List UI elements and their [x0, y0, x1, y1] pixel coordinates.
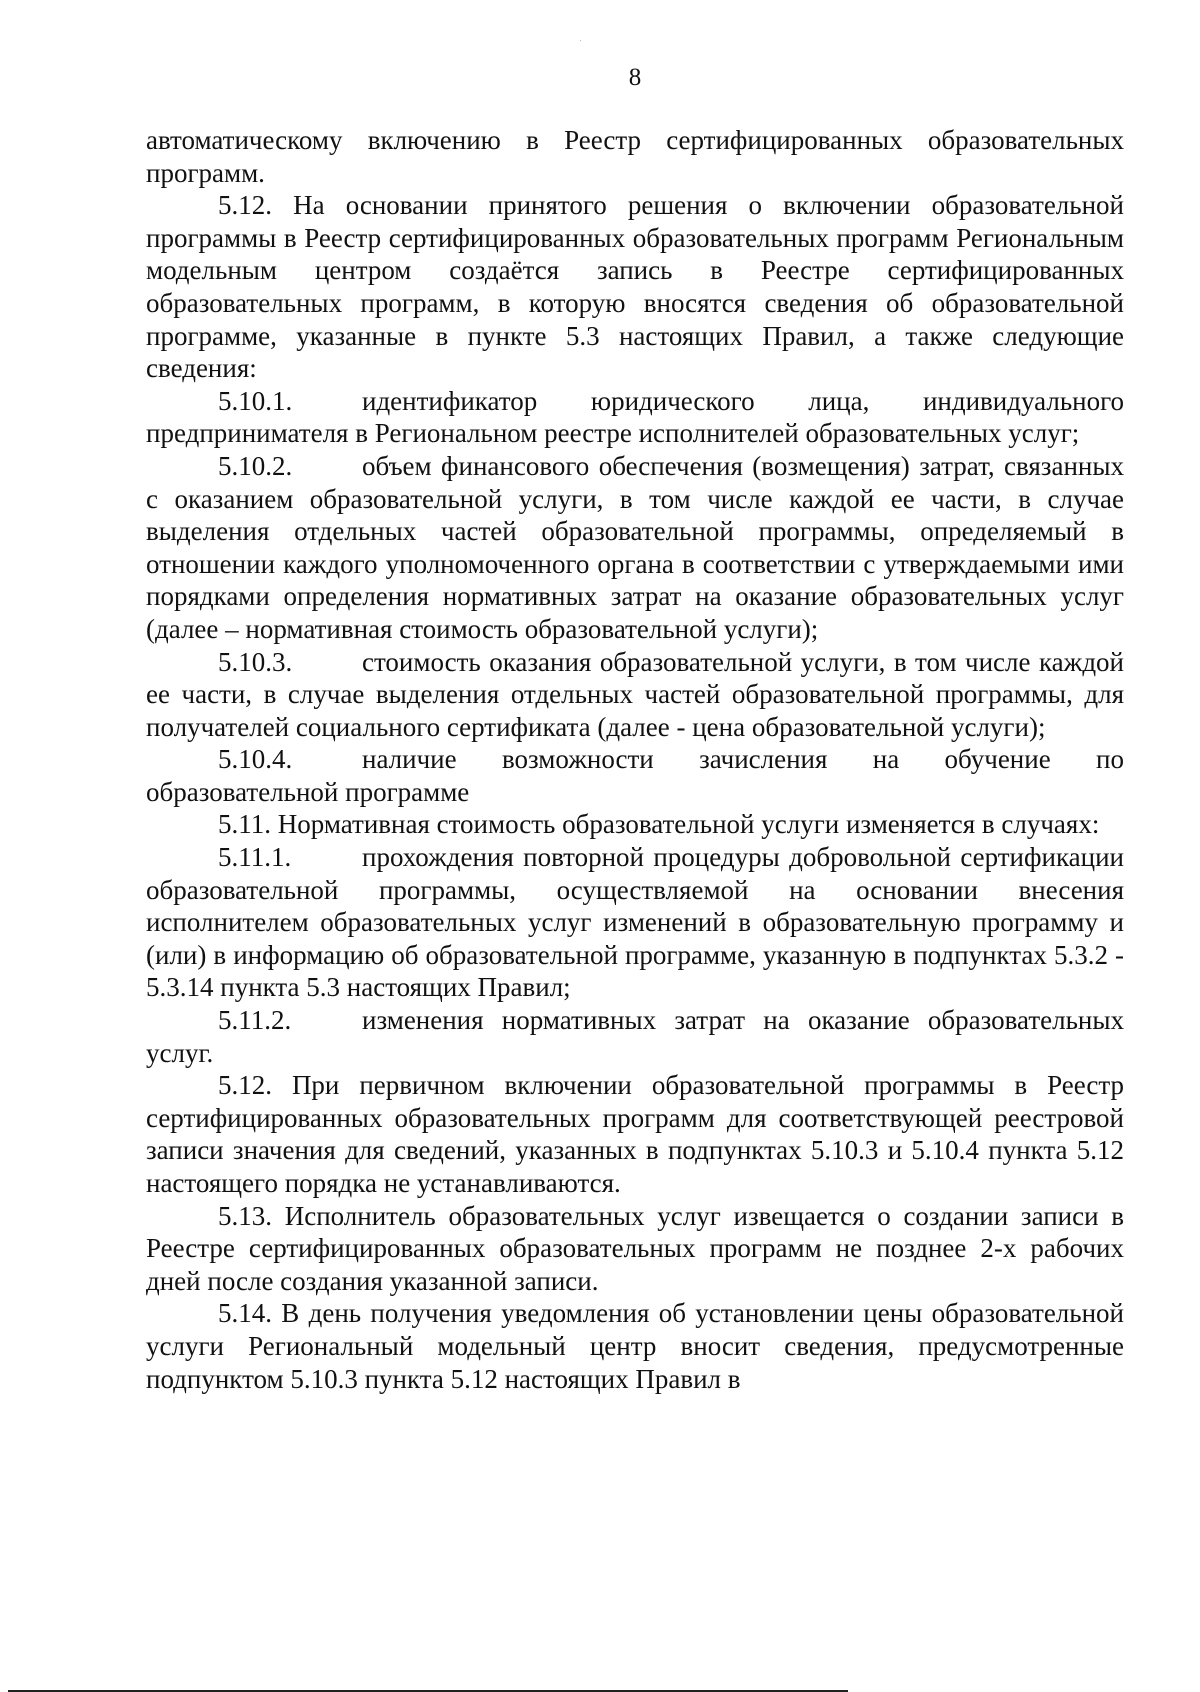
paragraph-5-11	[146, 808, 1124, 841]
subitem-5-10-1	[146, 385, 1124, 450]
subitem-text: изменения нормативных затрат на оказание образовательных услуг.	[146, 1005, 1124, 1068]
paragraph-5-12-registry-entry	[146, 189, 1124, 385]
subitem-number: 5.10.3.	[218, 646, 293, 677]
subitem-5-11-2	[146, 1004, 1124, 1069]
subitem-number: 5.10.1.	[218, 385, 293, 416]
subitem-number: 5.10.4.	[218, 744, 293, 775]
subitem-5-11-1	[146, 841, 1124, 1004]
document-body	[146, 124, 1124, 1395]
paragraph-continuation	[146, 124, 1124, 189]
subitem-number: 5.11.1.	[218, 842, 292, 873]
subitem-number: 5.10.2.	[218, 450, 293, 481]
paragraph-5-14	[146, 1297, 1124, 1395]
subitem-text: стоимость оказания образовательной услуги, в том числе каждой ее части, в случае выделения отдельных частей образовательной программы, для получателей социального сертификата (далее - цена образовательной услуги);	[146, 646, 1124, 742]
paragraph-text: 5.14. В день получения уведомления об установлении цены образовательной услуги Региональный модельный центр вносит сведения, предусмотренные подпунктом 5.10.3 пункта 5.12 настоящих Правил в	[146, 1298, 1124, 1394]
paragraph-text: 5.13. Исполнитель образовательных услуг извещается о создании записи в Реестре сертифицированных образовательных программ не позднее 2-х рабочих дней после создания указанной записи.	[146, 1200, 1124, 1296]
subitem-5-10-2	[146, 450, 1124, 646]
subitem-text: идентификатор юридического лица, индивидуального предпринимателя в Региональном реестре исполнителей образовательных услуг;	[146, 385, 1124, 449]
subitem-text: прохождения повторной процедуры добровольной сертификации образовательной программы, осуществляемой на основании внесения исполнителем образовательных услуг изменений в образовательную программу и (или) в информацию об образовательной программе, указанную в подпунктах 5.3.2 - 5.3.14 пункта 5.3 настоящих Правил;	[146, 842, 1124, 1003]
paragraph-text: 5.11. Нормативная стоимость образовательной услуги изменяется в случаях:	[218, 809, 1100, 840]
paragraph-text: 5.12. При первичном включении образовательной программы в Реестр сертифицированных образовательных программ для соответствующей реестровой записи значения для сведений, указанных в подпунктах 5.10.3 и 5.10.4 пункта 5.12 настоящего порядка не устанавливаются.	[146, 1070, 1124, 1198]
subitem-text: объем финансового обеспечения (возмещения) затрат, связанных с оказанием образовательной услуги, в том числе каждой ее части, в случае выделения отдельных частей образовательной программы, определяемый в отношении каждого уполномоченного органа в соответствии с утверждаемыми ими порядками определения нормативных затрат на оказание образовательных услуг (далее – нормативная стоимость образовательной услуги);	[146, 450, 1124, 644]
paragraph-text: 5.12. На основании принятого решения о включении образовательной программы в Реестр сертифицированных образовательных программ Региональным модельным центром создаётся запись в Реестре сертифицированных образовательных программ, в которую вносятся сведения об образовательной программе, указанные в пункте 5.3 настоящих Правил, а также следующие сведения:	[146, 190, 1124, 384]
subitem-5-10-3	[146, 646, 1124, 744]
subitem-5-10-4	[146, 743, 1124, 808]
subitem-number: 5.11.2.	[218, 1005, 292, 1036]
paragraph-5-13	[146, 1200, 1124, 1298]
scan-artifact	[580, 40, 581, 41]
paragraph-5-12-initial-inclusion	[146, 1069, 1124, 1199]
subitem-text: наличие возможности зачисления на обучение по образовательной программе	[146, 744, 1124, 807]
page-number: 8	[628, 64, 642, 91]
paragraph-text: автоматическому включению в Реестр сертифицированных образовательных программ.	[146, 125, 1124, 188]
